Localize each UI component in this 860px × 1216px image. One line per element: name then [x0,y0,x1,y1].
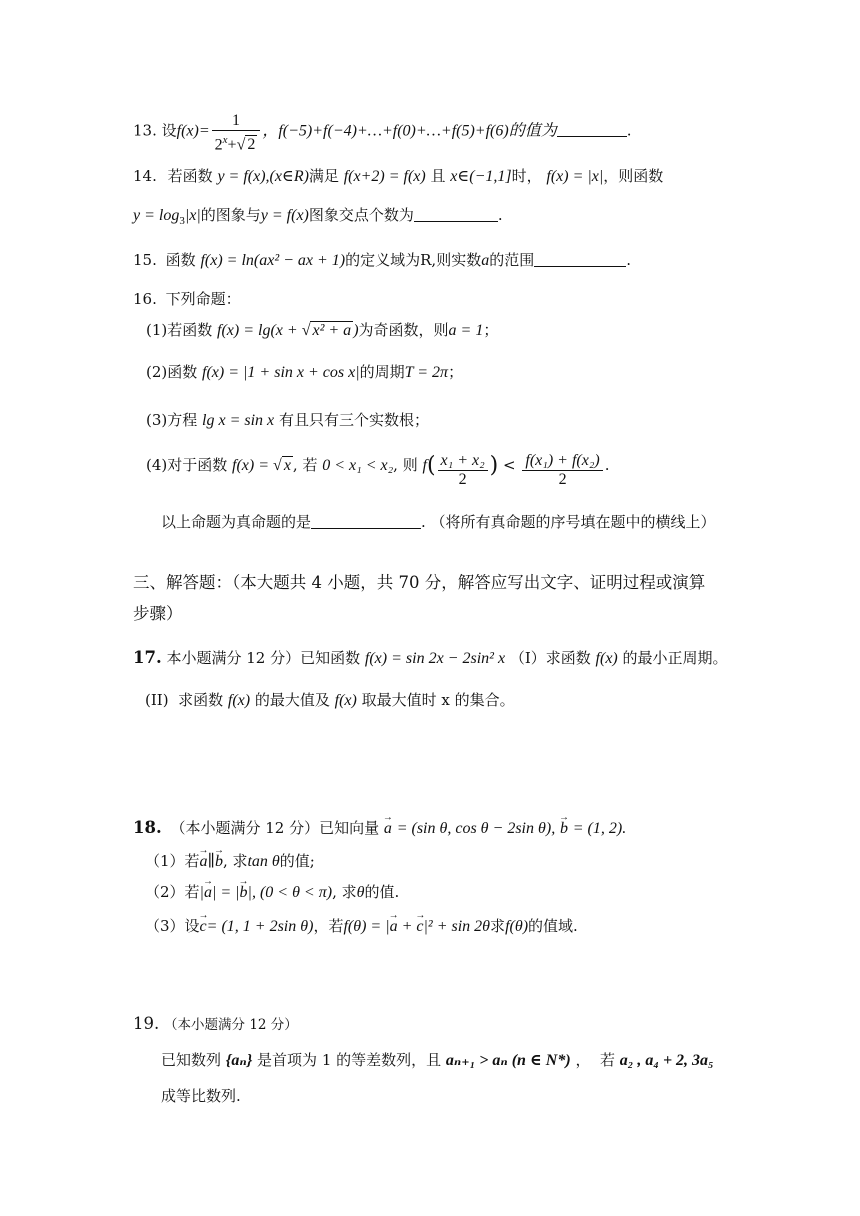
question-18-line-1: 18. （本小题满分 12 分）已知向量 → a = (sin θ, cos θ − 2sin θ), → b = (1, 2). [133,818,626,839]
question-17-line-1: 17. 本小题满分 12 分）已知函数 f(x) = sin 2x − 2sin² x （I）求函数 f(x) 的最小正周期。 [133,648,728,667]
fraction: $\frac{1}{2^x+√ 2}$ [212,112,261,154]
question-19-line-1: 已知数列 {aₙ} 是首项为 1 的等差数列，且 aₙ₊₁ > aₙ (n ∈ N*) ， 若 a₂ , a₄ + 2, 3a₅ [161,1051,714,1069]
question-number: 15. [133,251,157,269]
question-15: 15. 函数 f(x) = ln(ax² − ax + 1)的定义域为R,则实数a的范围 . [133,251,632,269]
fraction: $\frac{\text{x₁ + x₂}}{2}$ [438,452,488,489]
question-number: 14. [133,167,157,185]
answer-blank[interactable] [557,120,627,137]
answer-blank[interactable] [311,512,421,529]
question-18-part-3: （3）设→ c= (1, 1 + 2sin θ)，若f(θ) = |→ a + → c|² + sin 2θ求f(θ)的值域. [145,916,578,937]
proposition-4: (4)对于函数 f(x) = √ x , 若 0 < x₁ < x₂, 则 f( $\frac{\text{x₁ + x₂}}{2}$ ) < $\frac{\text{f(x₁) + f(x₂)}}{2}$ . [146,452,610,488]
proposition-2: (2)函数 f(x) = |1 + sin x + cos x|的周期T = 2π； [146,363,464,381]
proposition-3: (3)方程 lg x = sin x 有且只有三个实数根； [146,411,429,429]
fraction: $\frac{\text{f(x₁) + f(x₂)}}{2}$ [522,452,602,489]
question-number: 17. [133,648,162,667]
section-heading: 三、解答题：（本大题共 4 小题，共 70 分，解答应写出文字、证明过程或演算 [133,573,706,592]
question-number: 19. [133,1014,160,1033]
answer-blank[interactable] [534,250,626,267]
question-number: 13. [133,121,157,140]
question-19-line-2: 成等比数列. [161,1087,241,1105]
question-18-part-1: （1）若→ a∥→ b, 求tan θ的值; [145,851,315,872]
question-14-line-1: 14. 若函数 y = f(x),(x∈R)满足 f(x+2) = f(x) 且 x∈(−1,1]时， f(x) = |x|，则函数 [133,167,664,185]
answer-blank[interactable] [414,205,498,222]
question-number: 16. [133,290,157,308]
question-14-line-2: $y = \log_3|x|$的图象与y = f(x)图象交点个数为 . [133,206,503,228]
question-16-title: 16. 下列命题： [133,290,241,308]
question-19-heading: 19. （本小题满分 12 分） [133,1014,298,1033]
question-number: 18. [133,818,162,837]
question-16-answer-line: 以上命题为真命题的是 . （将所有真命题的序号填在题中的横线上） [161,513,716,531]
question-13: 13. 设f(x)= $\frac{1}{2^x+√ 2}$ ，f(−5)+f(−4)+…+f(0)+…+f(5)+f(6)的值为 . [133,112,632,154]
proposition-1: (1)若函数 f(x) = lg(x + √ x² + a )为奇函数，则a = 1； [146,321,499,339]
question-18-part-2: （2）若|→ a| = |→ b|, (0 < θ < π), 求θ的值. [145,882,399,903]
section-heading-cont: 步骤） [133,604,183,623]
question-17-line-2: (II) 求函数 f(x) 的最大值及 f(x) 取最大值时 x 的集合。 [145,691,515,709]
